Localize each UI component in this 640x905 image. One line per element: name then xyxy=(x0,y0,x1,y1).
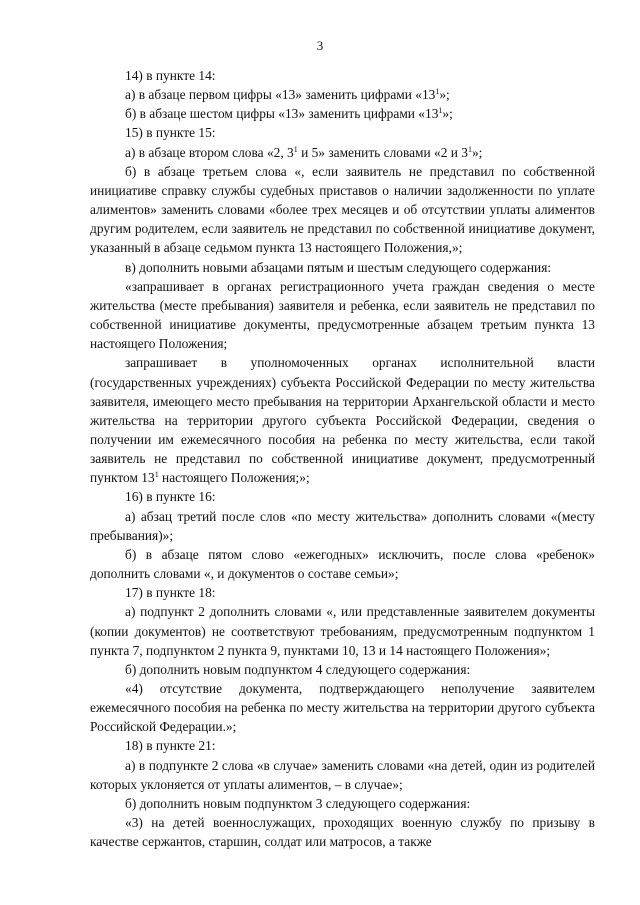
paragraph xyxy=(90,679,595,736)
paragraph-text: б) дополнить новым подпунктом 4 следующего содержания: xyxy=(125,661,471,677)
paragraph xyxy=(90,162,595,258)
paragraph-text: а) в абзаце первом цифры «13» заменить цифрами «13 xyxy=(125,87,436,103)
paragraph-text: «запрашивает в органах регистрационного учета граждан сведения о месте жительства (месте пребывания) заявителя и ребенка, если заявитель не представил по собственной инициативе документы, предусмотренные абзацем третьим пункта 13 настоящего Положения; xyxy=(90,278,595,352)
paragraph xyxy=(90,66,595,85)
paragraph-text: 14) в пункте 14: xyxy=(125,68,216,83)
paragraph xyxy=(90,756,595,794)
paragraph-text: настоящего Положения;»; xyxy=(158,470,310,486)
paragraph-text: 15) в пункте 15: xyxy=(125,125,216,141)
paragraph xyxy=(90,277,595,354)
paragraph-text: »; xyxy=(442,106,453,122)
paragraph xyxy=(90,660,595,679)
superscript: 1 xyxy=(293,144,298,154)
paragraph xyxy=(90,583,595,602)
paragraph-text: а) в абзаце втором слова «2, 3 xyxy=(125,144,294,160)
superscript: 1 xyxy=(467,144,472,154)
paragraph-text: б) в абзаце пятом слово «ежегодных» исключить, после слова «ребенок» дополнить словами «, и документов о составе семьи»; xyxy=(90,546,595,582)
paragraph xyxy=(90,123,595,142)
paragraph-text: в) дополнить новыми абзацами пятым и шестым следующего содержания: xyxy=(125,259,552,275)
paragraph-text: б) в абзаце шестом цифры «13» заменить цифрами «13 xyxy=(125,106,439,122)
paragraph-text: б) дополнить новым подпунктом 3 следующего содержания: xyxy=(125,795,471,811)
paragraph xyxy=(90,258,595,277)
paragraph-text: запрашивает в уполномоченных органах исполнительной власти (государственных учреждениях) субъекта Российской Федерации по месту жительства заявителя, имеющего место пребывания на территории Архангельской области и место жительства на территории другого субъекта Российской Федерации, сведения о получении им ежемесячного пособия на ребенка по месту жительства, если такой заявитель не представил по собственной инициативе документ, предусмотренный пунктом 13 xyxy=(90,355,595,486)
superscript: 1 xyxy=(154,470,159,480)
paragraph xyxy=(90,545,595,583)
paragraph-text: »; xyxy=(471,144,483,160)
paragraph xyxy=(90,487,595,506)
paragraph xyxy=(90,507,595,545)
paragraph xyxy=(90,85,595,104)
superscript: 1 xyxy=(438,106,443,116)
document-body xyxy=(90,66,595,851)
paragraph xyxy=(90,813,595,851)
paragraph-text: и 5» заменить словами «2 и 3 xyxy=(297,144,468,160)
paragraph-text: «4) отсутствие документа, подтверждающего неполучение заявителем ежемесячного пособия на ребенка по месту жительства на территории другого субъекта Российской Федерации.»; xyxy=(90,681,595,735)
paragraph-text: б) в абзаце третьем слова «, если заявитель не представил по собственной инициативе справку службы судебных приставов о наличии задолженности по уплате алиментов» заменить словами «более трех месяцев и об отсутствии уплаты алиментов другим родителем, если заявитель не представил по собственной инициативе документ, указанный в абзаце седьмом пункта 13 настоящего Положения,»; xyxy=(90,163,595,256)
paragraph-text: а) подпункт 2 дополнить словами «, или представленные заявителем документы (копии документов) не соответствуют требованиям, предусмотренным подпунктом 1 пункта 7, подпунктом 2 пункта 9, пунктами 10, 13 и 14 настоящего Положения»; xyxy=(90,604,595,658)
paragraph-text: а) абзац третий после слов «по месту жительства» дополнить словами «(месту пребывания)»; xyxy=(90,508,595,543)
paragraph xyxy=(90,602,595,659)
paragraph xyxy=(90,794,595,813)
paragraph-text: «3) на детей военнослужащих, проходящих военную службу по призыву в качестве сержантов, старшин, солдат или матросов, а также xyxy=(90,815,595,850)
page-number: 3 xyxy=(316,38,324,53)
paragraph-text: 17) в пункте 18: xyxy=(125,585,216,601)
paragraph xyxy=(90,353,595,487)
paragraph xyxy=(90,143,595,162)
paragraph xyxy=(90,736,595,755)
paragraph xyxy=(90,104,595,123)
paragraph-text: 16) в пункте 16: xyxy=(125,489,216,505)
superscript: 1 xyxy=(435,87,440,97)
paragraph-text: 18) в пункте 21: xyxy=(125,738,216,754)
paragraph-text: »; xyxy=(439,87,450,103)
paragraph-text: а) в подпункте 2 слова «в случае» заменить словами «на детей, один из родителей которых уклоняется от уплаты алиментов, – в случае»; xyxy=(90,757,595,792)
